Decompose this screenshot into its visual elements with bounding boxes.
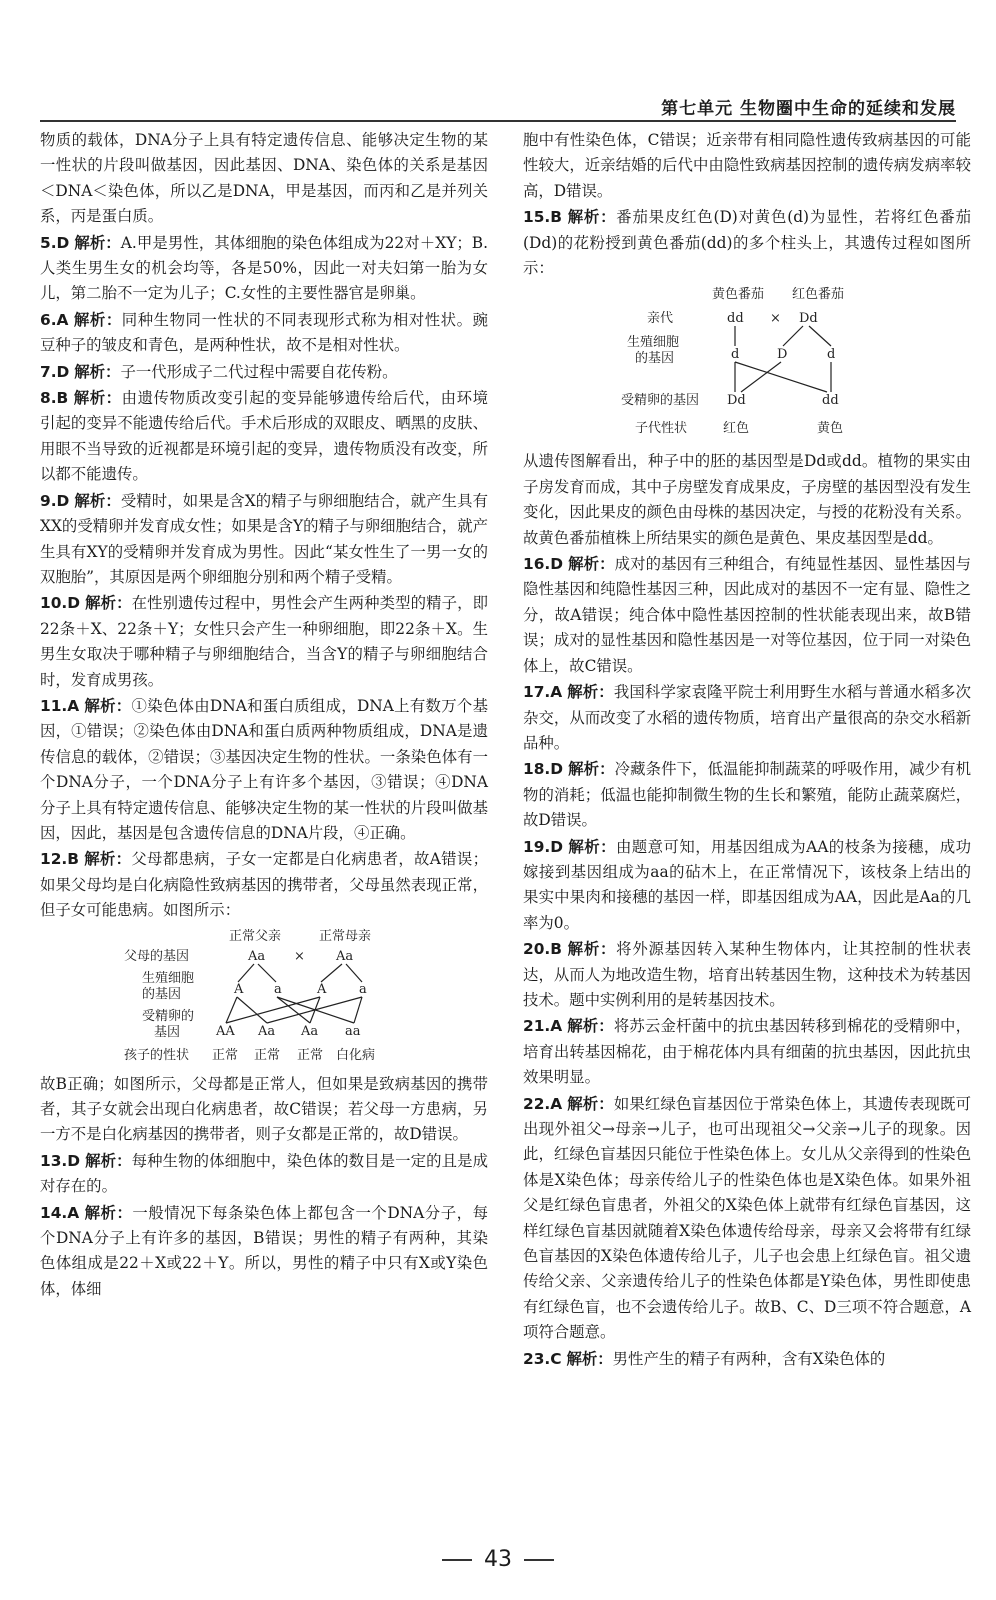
answer-continuation: 物质的载体，DNA分子上具有特定遗传信息、能够决定生物的某一性状的片段叫做基因，因此基因、DNA、染色体的关系是基因＜DNA＜染色体，所以乙是DNA，甲是基因，而丙和乙是并列关系，丙是蛋白质。 xyxy=(40,131,488,226)
row-gamete-label: 生殖细胞 xyxy=(142,970,195,986)
trait-3: 正常 xyxy=(297,1047,324,1063)
zygote-2: Aa xyxy=(258,1023,276,1039)
arrow-line xyxy=(783,326,803,346)
gamete-3: d xyxy=(827,347,836,363)
answer-continuation: 胞中有性染色体，C错误；近亲带有相同隐性遗传致病基因的可能性较大，近亲结婚的后代中由隐性致病基因控制的遗传病发病率较高，D错误。 xyxy=(523,131,971,200)
gamete-1: d xyxy=(731,347,740,363)
answer-23: 23.C 解析：男性产生的精子有两种，含有X染色体的 xyxy=(523,1349,886,1368)
parent-2: Dd xyxy=(799,311,818,327)
arrow-line xyxy=(354,997,362,1023)
answer-11: 11.A 解析：①染色体由DNA和蛋白质组成，DNA上有数万个基因，①错误；②染色体由DNA和蛋白质两种物质组成，DNA是遗传信息的载体，②错误；③基因决定生物的性状。一条染色体有一个DNA分子，一个DNA分子上有许多个基因，③错误；④DNA分子上具有特定遗传信息、能够决定生物的某一性状的片段叫做基因，因此，基因是包含遗传信息的DNA片段，④正确。 xyxy=(40,696,488,842)
arrow-line xyxy=(226,997,237,1023)
gamete-4: a xyxy=(359,981,367,997)
zygote-4: aa xyxy=(345,1023,361,1039)
arrow-line xyxy=(735,362,827,392)
label-normal-mother: 正常母亲 xyxy=(319,928,372,944)
row-gamete-label-2: 的基因 xyxy=(635,351,675,367)
parent-1: dd xyxy=(727,311,744,327)
arrow-line xyxy=(346,964,362,982)
answer-13: 13.D 解析：每种生物的体细胞中，染色体的数目是一定的且是成对存在的。 xyxy=(40,1151,488,1196)
arrow-line xyxy=(258,964,276,982)
answer-5: 5.D 解析：A.甲是男性，其体细胞的染色体组成为22对＋XY；B.人类生男生女的机会均等，各是50%，因此一对夫妇第一胎为女儿，第二胎不一定为儿子；C.女性的主要性器官是卵巢。 xyxy=(40,233,488,303)
answer-17: 17.A 解析：我国科学家袁隆平院士利用野生水稻与普通水稻多次杂交，从而改变了水稻的遗传物质，培育出产量很高的杂交水稻新品种。 xyxy=(523,683,971,752)
answer-22: 22.A 解析：如果红绿色盲基因位于常染色体上，其遗传表现既可出现外祖父→母亲→儿子，也可出现祖父→父亲→儿子的现象。因此，红绿色盲基因只能位于性染色体上。女儿从父亲得到的性染色体是X染色体；母亲传给儿子的性染色体也是X染色体。如果外祖父是红绿色盲患者，外祖父的X染色体上就带有红绿色盲基因，这样红绿色盲基因就随着X染色体遗传给母亲，母亲又会将带有红绿色盲基因的X染色体遗传给儿子，儿子也会患上红绿色盲。祖父遗传给父亲、父亲遗传给儿子的性染色体都是Y染色体，男性即使患有红绿色盲，也不会遗传给儿子。故B、C、D三项不符合题意，A项符合题意。 xyxy=(523,1094,971,1342)
tomato-inheritance-diagram xyxy=(617,284,877,444)
answer-20: 20.B 解析：将外源基因转入某种生物体内，让其控制的性状表达，从而人为地改造生物，培育出转基因生物，这种技术为转基因技术。题中实例利用的是转基因技术。 xyxy=(523,940,971,1009)
answer-10: 10.D 解析：在性别遗传过程中，男性会产生两种类型的精子，即22条＋X、22条＋Y；女性只会产生一种卵细胞，即22条＋X。生男生女取决于哪种精子与卵细胞结合，当含Y的精子与卵细胞结合时，发育成男孩。 xyxy=(40,594,488,689)
label-red-tomato: 红色番茄 xyxy=(792,287,845,303)
page-number-dash xyxy=(524,1559,554,1561)
zygote-1: Dd xyxy=(727,393,746,409)
arrow-line xyxy=(809,326,831,346)
page-number xyxy=(0,1547,996,1572)
row-zygote-label: 受精卵的 xyxy=(142,1008,195,1024)
page-number-value: 43 xyxy=(484,1547,512,1572)
row-trait-label: 子代性状 xyxy=(635,421,688,437)
gamete-2: D xyxy=(777,347,788,363)
page-number-dash xyxy=(442,1559,472,1561)
answer-7: 7.D 解析：子一代形成子二代过程中需要自花传粉。 xyxy=(40,362,398,381)
unit-header: 第七单元 生物圈中生命的延续和发展 xyxy=(661,99,956,119)
mother-gene: Aa xyxy=(336,948,354,964)
gamete-1: A xyxy=(234,981,244,997)
cross-symbol: × xyxy=(770,311,781,327)
answer-8: 8.B 解析：由遗传物质改变引起的变异能够遗传给后代，由环境引起的变异不能遗传给后代。手术后形成的双眼皮、晒黑的皮肤、用眼不当导致的近视都是环境引起的变异，遗传物质没有改变，所以都不能遗传。 xyxy=(40,389,488,484)
cross-symbol: × xyxy=(294,948,305,964)
zygote-1: AA xyxy=(216,1023,235,1039)
father-gene: Aa xyxy=(248,948,266,964)
answer-6: 6.A 解析：同种生物同一性状的不同表现形式称为相对性状。豌豆种子的皱皮和青色，是两种性状，故不是相对性状。 xyxy=(40,310,488,355)
label-yellow-tomato: 黄色番茄 xyxy=(712,287,765,303)
row-zygote-label: 受精卵的基因 xyxy=(621,393,700,409)
row-parent-label: 亲代 xyxy=(647,311,674,327)
row-gamete-label-2: 的基因 xyxy=(142,986,182,1002)
row-zygote-label-2: 基因 xyxy=(154,1024,181,1040)
gamete-2: a xyxy=(274,981,282,997)
right-column xyxy=(523,128,971,1373)
arrow-line xyxy=(238,964,254,982)
answer-21: 21.A 解析：将苏云金杆菌中的抗虫基因转移到棉花的受精卵中，培育出转基因棉花，由于棉花体内具有细菌的抗虫基因，因此抗虫效果明显。 xyxy=(523,1017,971,1087)
trait-4: 白化病 xyxy=(336,1047,376,1063)
row-parent-genes: 父母的基因 xyxy=(124,948,190,964)
row-trait-label: 孩子的性状 xyxy=(124,1047,190,1063)
answer-15-conclusion: 从遗传图解看出，种子中的胚的基因型是Dd或dd。植物的果实由子房发育而成，其中子房壁发育成果皮，子房壁的基因型没有发生变化，因此果皮的颜色由母株的基因决定，与授的花粉没有关系。故黄色番茄植株上所结果实的颜色是黄色、果皮基因型是dd。 xyxy=(523,452,971,547)
answer-19: 19.D 解析：由题意可知，用基因组成为AA的枝条为接穗，成功嫁接到基因组成为aa的砧木上，在正常情况下，该枝条上结出的果实中果肉和接穗的基因一样，即基因组成为AA，因此是Aa的几率为0。 xyxy=(523,837,971,932)
left-column xyxy=(40,128,488,1303)
header-divider xyxy=(40,120,956,122)
answer-14: 14.A 解析：一般情况下每条染色体上都包含一个DNA分子，每个DNA分子上有许多的基因，B错误；男性的精子有两种，其染色体组成是22＋X或22＋Y。所以，男性的精子中只有X或Y染色体，体细 xyxy=(40,1203,488,1298)
answer-12: 12.B 解析：父母都患病，子女一定都是白化病患者，故A错误；如果父母均是白化病隐性致病基因的携带者，父母虽然表现正常，但子女可能患病。如图所示： xyxy=(40,850,488,920)
label-normal-father: 正常父亲 xyxy=(229,928,282,944)
answer-9: 9.D 解析：受精时，如果是含X的精子与卵细胞结合，就产生具有XX的受精卵并发育成女性；如果是含Y的精子与卵细胞结合，就产生具有XY的受精卵并发育成为男性。因此“某女性生了一男一女的双胞胎”，其原因是两个卵细胞分别和两个精子受精。 xyxy=(40,491,488,586)
trait-1: 红色 xyxy=(723,421,750,437)
zygote-3: Aa xyxy=(301,1023,319,1039)
answer-16: 16.D 解析：成对的基因有三种组合，有纯显性基因、显性基因与隐性基因和纯隐性基因三种，因此成对的基因不一定有显、隐性之分，故A错误；纯合体中隐性基因控制的性状能表现出来，故B错误；成对的显性基因和隐性基因是一对等位基因，位于同一对染色体上，故C错误。 xyxy=(523,555,971,675)
albinism-inheritance-diagram xyxy=(114,927,414,1067)
gamete-3: A xyxy=(317,981,327,997)
trait-2: 正常 xyxy=(254,1047,281,1063)
row-gamete-label: 生殖细胞 xyxy=(627,335,680,351)
arrow-line xyxy=(321,964,342,982)
zygote-2: dd xyxy=(822,393,839,409)
trait-1: 正常 xyxy=(212,1047,239,1063)
answer-15: 15.B 解析：番茄果皮红色(D)对黄色(d)为显性，若将红色番茄(Dd)的花粉授到黄色番茄(dd)的多个柱头上，其遗传过程如图所示： xyxy=(523,208,971,278)
answer-18: 18.D 解析：冷藏条件下，低温能抑制蔬菜的呼吸作用，减少有机物的消耗；低温也能抑制微生物的生长和繁殖，能防止蔬菜腐烂，故D错误。 xyxy=(523,760,971,830)
trait-2: 黄色 xyxy=(817,421,844,437)
answer-12-conclusion: 故B正确；如图所示，父母都是正常人，但如果是致病基因的携带者，其子女就会出现白化病患者，故C错误；若父母一方患病，另一方不是白化病基因的携带者，则子女都是正常的，故D错误。 xyxy=(40,1074,488,1144)
